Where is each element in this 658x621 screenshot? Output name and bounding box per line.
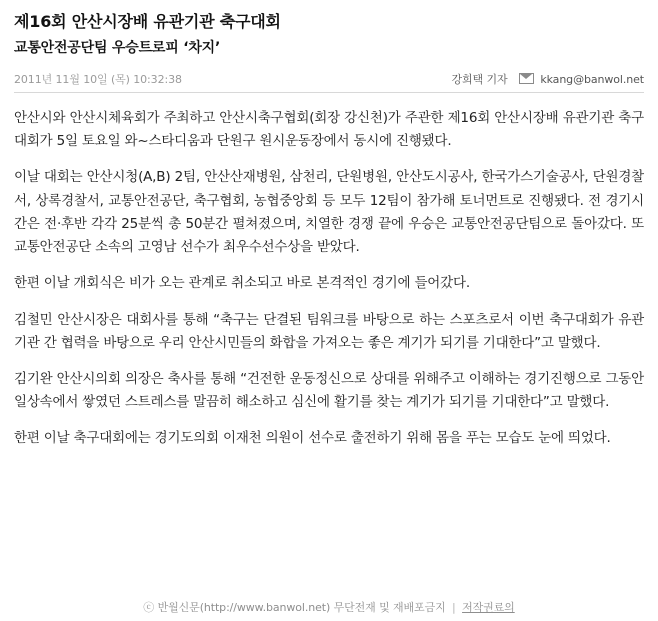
- mail-icon: [519, 73, 534, 84]
- copyright-icon: ⓒ: [143, 601, 155, 614]
- paragraph: 김철민 안산시장은 대회사를 통해 “축구는 단결된 팀워크를 바탕으로 하는 스포츠로서 이번 축구대회가 유관기관 간 협력을 바탕으로 우리 안산시민들의 화합을 가져오는 좋은 계기가 되기를 기대한다”고 말했다.: [14, 311, 644, 351]
- byline-right-group: [451, 71, 644, 87]
- paragraph: 김기완 안산시의회 의장은 축사를 통해 “건전한 운동정신으로 상대를 위해주고 이해하는 경기진행으로 그동안 일상속에서 쌓였던 스트레스를 말끔히 해소하고 심신에 활기를 찾는 계기가 되기를 기대한다”고 말했다.: [14, 370, 644, 411]
- publish-date: 2011년 11월 10일 (목) 10:32:38: [14, 73, 182, 86]
- footer-separator: |: [452, 601, 456, 614]
- article-subheadline: 교통안전공단팀 우승트로피 ‘차지’: [14, 40, 221, 56]
- page-title: 제16회 안산시장배 유관기관 축구대회: [14, 12, 281, 31]
- copyright-text: 반월신문(http://www.banwol.net) 무단전재 및 재배포금지: [157, 601, 446, 614]
- paragraph: 안산시와 안산시체육회가 주최하고 안산시축구협회(회장 강신천)가 주관한 제16회 안산시장배 유관기관 축구대회가 5일 토요일 와~스타디움과 단원구 원시운동장에서 동시에 진행됐다.: [14, 110, 644, 150]
- author-email[interactable]: kkang@banwol.net: [540, 73, 644, 86]
- copyright-link[interactable]: 저작권료의: [462, 601, 515, 614]
- paragraph: 한편 이날 개회식은 비가 오는 관계로 취소되고 바로 본격적인 경기에 들어갔다.: [14, 275, 470, 292]
- byline: [14, 67, 644, 93]
- paragraph: 한편 이날 축구대회에는 경기도의회 이재천 의원이 선수로 출전하기 위해 몸을 푸는 모습도 눈에 띄었다.: [14, 430, 611, 447]
- paragraph: 이날 대회는 안산시청(A,B) 2팀, 안산산재병원, 삼천리, 단원병원, 안산도시공사, 한국가스기술공사, 단원경찰서, 상록경찰서, 교통안전공단, 축구협회, 농협중앙회 등 모두 12팀이 참가해 토너먼트로 진행됐다. 전 경기시간은 전·후반 각각 25분씩 총 50분간 펼쳐졌으며, 치열한 경쟁 끝에 우승은 교통안전공단팀으로 돌아갔다. 또 교통안전공단 소속의 고영남 선수가 최우수선수상을 받았다.: [14, 169, 644, 256]
- author-name: 강희택 기자: [451, 73, 508, 86]
- headline-block: [0, 0, 658, 59]
- article-body: [0, 93, 658, 451]
- copyright-footer: [0, 599, 658, 615]
